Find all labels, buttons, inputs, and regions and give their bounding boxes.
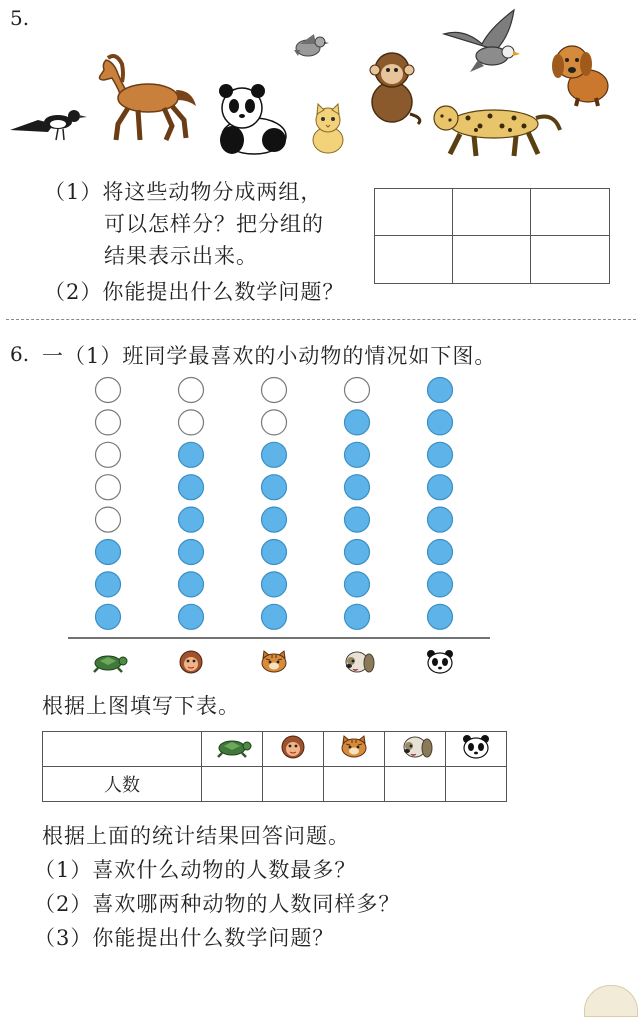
- filled-circle: [179, 507, 204, 532]
- table-header-cell: [202, 732, 263, 767]
- filled-circle: [179, 540, 204, 565]
- table-answer-cell[interactable]: [446, 767, 507, 802]
- q6-question-3: （3）你能提出什么数学问题？: [34, 926, 335, 950]
- pictograph-chart: [60, 370, 500, 690]
- table-row: [43, 732, 507, 767]
- table-answer-cell[interactable]: [385, 767, 446, 802]
- filled-circle: [345, 475, 370, 500]
- empty-circle: [96, 442, 121, 467]
- q5-part1-line1: （1）将这些动物分成两组，: [44, 180, 323, 204]
- dog-icon: [395, 735, 435, 759]
- table-header-cell: [263, 732, 324, 767]
- filled-circle: [262, 442, 287, 467]
- q6-question-1: （1）喜欢什么动物的人数最多？: [34, 858, 357, 882]
- empty-circle: [179, 378, 204, 403]
- empty-circle: [262, 410, 287, 435]
- filled-circle: [96, 572, 121, 597]
- filled-circle: [428, 378, 453, 403]
- panda-icon: [208, 82, 292, 156]
- monkey-icon: [180, 651, 202, 673]
- cat-icon: [334, 735, 374, 759]
- grid-cell[interactable]: [531, 189, 609, 236]
- filled-circle: [428, 540, 453, 565]
- tally-table: [42, 731, 507, 802]
- q5-part1-line3: 结果表示出来。: [104, 244, 258, 268]
- grid-cell[interactable]: [453, 236, 531, 283]
- filled-circle: [345, 540, 370, 565]
- q6-title: 一（1）班同学最喜欢的小动物的情况如下图。: [42, 344, 497, 368]
- dog-icon: [346, 652, 374, 672]
- dog-icon: [548, 38, 614, 108]
- q6-instruction: 根据上图填写下表。: [42, 694, 240, 718]
- filled-circle: [345, 410, 370, 435]
- empty-circle: [345, 378, 370, 403]
- panda-icon: [456, 735, 496, 759]
- eagle-icon: [440, 6, 524, 78]
- grid-cell[interactable]: [375, 236, 453, 283]
- filled-circle: [345, 442, 370, 467]
- horse-icon: [92, 50, 202, 146]
- table-answer-cell[interactable]: [324, 767, 385, 802]
- filled-circle: [428, 604, 453, 629]
- filled-circle: [428, 410, 453, 435]
- table-corner-cell: [43, 732, 202, 767]
- empty-circle: [96, 410, 121, 435]
- grid-cell[interactable]: [531, 236, 609, 283]
- empty-circle: [179, 410, 204, 435]
- turtle-icon: [212, 735, 252, 759]
- filled-circle: [262, 507, 287, 532]
- q5-answer-grid: [374, 188, 610, 284]
- filled-circle: [179, 442, 204, 467]
- q5-part1-line2: 可以怎样分？把分组的: [104, 212, 324, 236]
- filled-circle: [179, 475, 204, 500]
- table-header-cell: [324, 732, 385, 767]
- turtle-icon: [94, 656, 127, 672]
- q6-number: 6.: [10, 342, 30, 366]
- table-header-cell: [385, 732, 446, 767]
- grid-cell[interactable]: [375, 189, 453, 236]
- q5-part2: （2）你能提出什么数学问题？: [44, 280, 345, 304]
- magpie-icon: [8, 96, 88, 146]
- table-row-label: 人数: [43, 767, 202, 802]
- monkey-icon: [362, 48, 424, 126]
- grid-cell[interactable]: [453, 189, 531, 236]
- table-header-cell: [446, 732, 507, 767]
- filled-circle: [345, 507, 370, 532]
- filled-circle: [262, 604, 287, 629]
- q5-number: 5.: [10, 6, 30, 30]
- cat-icon: [262, 651, 286, 672]
- page-corner-decoration: [584, 985, 638, 1017]
- filled-circle: [428, 475, 453, 500]
- filled-circle: [345, 572, 370, 597]
- cat-icon: [306, 102, 350, 154]
- filled-circle: [428, 507, 453, 532]
- filled-circle: [345, 604, 370, 629]
- empty-circle: [96, 475, 121, 500]
- filled-circle: [96, 604, 121, 629]
- table-row: [43, 767, 507, 802]
- section-divider: [6, 319, 636, 320]
- filled-circle: [428, 572, 453, 597]
- filled-circle: [179, 572, 204, 597]
- filled-circle: [262, 540, 287, 565]
- leopard-icon: [428, 96, 562, 160]
- filled-circle: [179, 604, 204, 629]
- filled-circle: [428, 442, 453, 467]
- sparrow-icon: [290, 30, 330, 62]
- filled-circle: [96, 540, 121, 565]
- q6-answer-intro: 根据上面的统计结果回答问题。: [42, 824, 350, 848]
- table-answer-cell[interactable]: [263, 767, 324, 802]
- empty-circle: [96, 378, 121, 403]
- empty-circle: [262, 378, 287, 403]
- q6-question-2: （2）喜欢哪两种动物的人数同样多？: [34, 892, 401, 916]
- table-answer-cell[interactable]: [202, 767, 263, 802]
- filled-circle: [262, 572, 287, 597]
- monkey-icon: [273, 735, 313, 759]
- empty-circle: [96, 507, 121, 532]
- filled-circle: [262, 475, 287, 500]
- panda-icon: [427, 650, 453, 673]
